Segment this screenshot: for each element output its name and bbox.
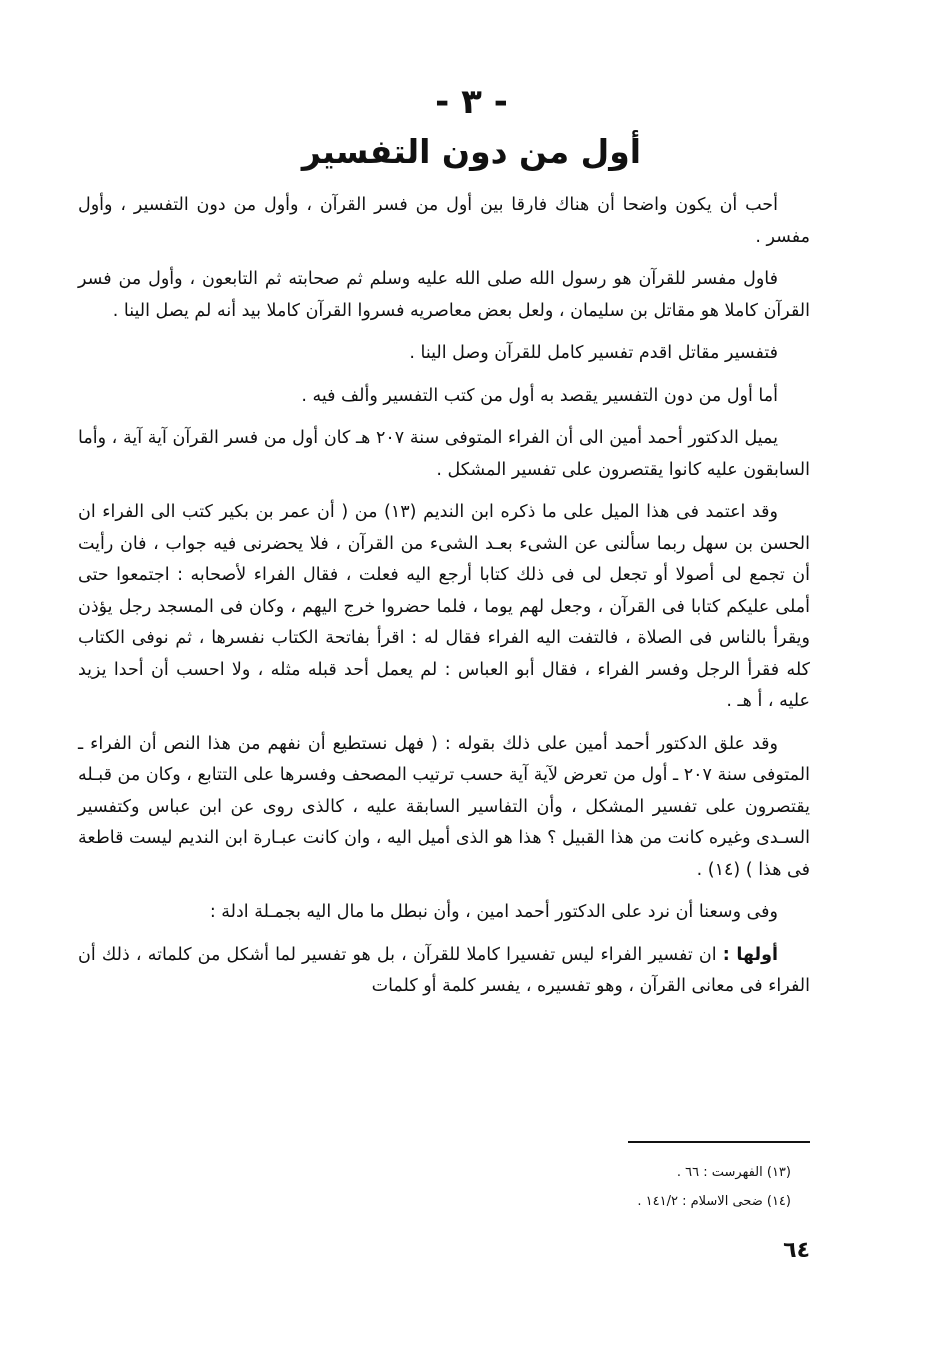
paragraph-2: فاول مفسر للقرآن هو رسول الله صلى الله عليه وسلم ثم صحابته ثم التابعون ، وأول من فسر القرآن كاملا هو مقاتل بن سليمان ، ولعل بعض معاصريه فسروا القرآن كاملا بيد أنه لم يصل الينا . [78, 269, 810, 321]
paragraph-9 [78, 940, 810, 1003]
paragraph-9-text: ان تفسير الفراء ليس تفسيرا كاملا للقرآن ، بل هو تفسير لما أشكل من كلماته ، ذلك أن الفراء فى معانى القرآن ، وهو تفسيره ، يفسر كلمة أو كلمات [78, 944, 810, 996]
body-text [78, 190, 810, 1014]
paragraph-3: فتفسير مقاتل اقدم تفسير كامل للقرآن وصل الينا . [409, 343, 778, 363]
page-number: ٦٤ [783, 1238, 810, 1263]
footnotes [391, 1158, 791, 1216]
chapter-title: أول من دون التفسير [301, 132, 642, 171]
footnote-13: (١٣) الفهرست : ٦٦ . [676, 1165, 791, 1180]
footnote-14: (١٤) ضحى الاسلام : ١٤١/٢ . [637, 1194, 791, 1209]
paragraph-1: أحب أن يكون واضحا أن هناك فارقا بين أول من فسر القرآن ، وأول من دون التفسير ، وأول مفسر . [78, 195, 810, 247]
chapter-number: - ٣ - [435, 82, 508, 122]
footnote-divider [628, 1141, 810, 1143]
paragraph-6: وقد اعتمد فى هذا الميل على ما ذكره ابن النديم (١٣) من ( أن عمر بن بكير كتب الى الفراء ان الحسن بن سهل ربما سألنى عن الشىء بعـد الشىء من القرآن ، فلا يحضرنى فيه جواب ، فان رأيت أن تجمع لى أصولا أو تجعل لى فى ذلك كتابا أرجع اليه فعلت ، فقال الفراء لأصحابه : اجتمعوا حتى أملى عليكم كتابا فى القرآن ، وجعل لهم يوما ، فلما حضروا خرج اليهم ، وكان فى المسجد رجل يؤذن ويقرأ بالناس فى الصلاة ، فالتفت اليه الفراء فقال له : اقرأ بفاتحة الكتاب نفسرها ، ثم نوفى الكتاب كله فقرأ الرجل وفسر الفراء ، فقال أبو العباس : لم يعمل أحد قبله مثله ، ولا احسب أن أحدا يزيد عليه ، أ هـ . [78, 502, 810, 711]
paragraph-5: يميل الدكتور أحمد أمين الى أن الفراء المتوفى سنة ٢٠٧ هـ كان أول من فسر القرآن آية آية ، وأما السابقون عليه كانوا يقتصرون على تفسير المشكل . [78, 428, 810, 480]
paragraph-8: وفى وسعنا أن نرد على الدكتور أحمد امين ، وأن نبطل ما مال اليه بجمـلة ادلة : [209, 902, 778, 922]
paragraph-4: أما أول من دون التفسير يقصد به أول من كتب التفسير وألف فيه . [301, 385, 778, 406]
paragraph-7: وقد علق الدكتور أحمد أمين على ذلك بقوله : ( فهل نستطيع أن نفهم من هذا النص أن الفراء ـ المتوفى سنة ٢٠٧ ـ أول من تعرض لآية آية حسب ترتيب المصحف وفسرها على التتابع ، وكان من قبـله يقتصرون على تفسير المشكل ، وأن التفاسير السابقة عليه ، كالذى روى عن ابن عباس وكتفسير السـدى وغيره كانت من هذا القبيل ؟ هذا هو الذى أميل اليه ، وان كانت عبـارة ابن النديم ليست قاطعة فى هذا ) (١٤) . [78, 733, 810, 880]
paragraph-9-lead: أولها : [722, 944, 778, 965]
